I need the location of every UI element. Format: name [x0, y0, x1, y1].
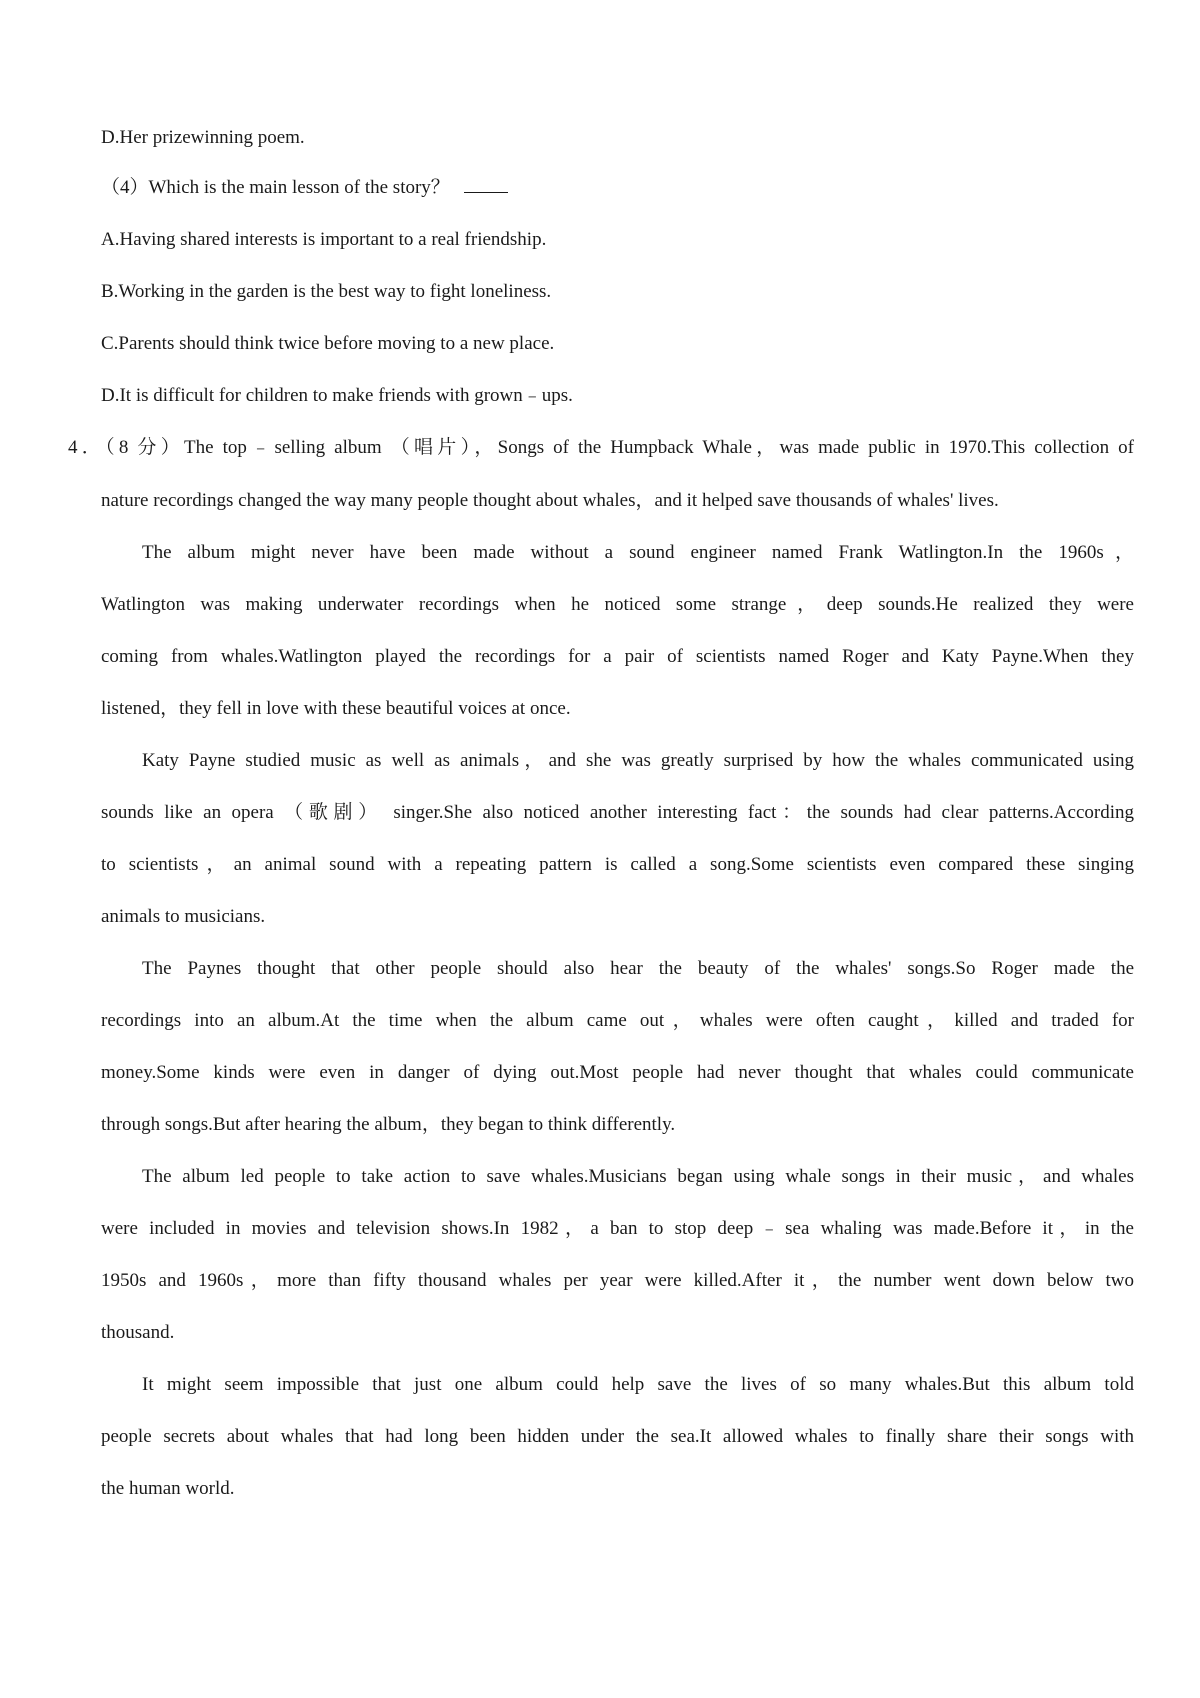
q4-p5-line-3: the human world.: [101, 1478, 235, 1499]
q4-p4-line-1: The album led people to take action to save whales.Musicians began using whale songs in their music，and whales: [142, 1166, 1134, 1187]
q3-sub4-option-a: A.Having shared interests is important to a real friendship.: [101, 229, 547, 250]
q3-option-d: D.Her prizewinning poem.: [101, 127, 305, 148]
q4-p1-line-2: Watlington was making underwater recordings when he noticed some strange，deep sounds.He realized they were: [101, 594, 1134, 615]
q4-p2-line-2: sounds like an opera （歌剧） singer.She also noticed another interesting fact：the sounds had clear patterns.According: [101, 802, 1134, 823]
q3-sub4-option-c: C.Parents should think twice before moving to a new place.: [101, 333, 555, 354]
q4-header-line-2: nature recordings changed the way many people thought about whales，and it helped save thousands of whales' lives.: [101, 490, 999, 511]
q4-p1-line-4: listened，they fell in love with these beautiful voices at once.: [101, 698, 571, 719]
q4-p2-line-1: Katy Payne studied music as well as animals，and she was greatly surprised by how the whales communicated using: [142, 750, 1134, 771]
q4-p1-line-3: coming from whales.Watlington played the recordings for a pair of scientists named Roger and Katy Payne.When they: [101, 646, 1134, 667]
q4-p4-line-4: thousand.: [101, 1322, 175, 1343]
q4-p2-line-4: animals to musicians.: [101, 906, 266, 927]
q4-p4-line-2: were included in movies and television shows.In 1982，a ban to stop deep﹣sea whaling was made.Before it，in the: [101, 1218, 1134, 1239]
q4-p3-line-2: recordings into an album.At the time when the album came out，whales were often caught，killed and traded for: [101, 1010, 1134, 1031]
q3-sub4-option-d: D.It is difficult for children to make friends with grown﹣ups.: [101, 385, 573, 406]
q4-p3-line-4: through songs.But after hearing the album，they began to think differently.: [101, 1114, 676, 1135]
q4-p1-line-1: The album might never have been made without a sound engineer named Frank Watlington.In the 1960s，: [142, 542, 1134, 563]
q4-header-line-1: 4．（8 分）The top﹣selling album （唱片），Songs of the Humpback Whale，was made public in 1970.This collection of: [68, 437, 1134, 458]
q3-sub4-option-b: B.Working in the garden is the best way to fight loneliness.: [101, 281, 552, 302]
q3-sub4-question-text: （4）Which is the main lesson of the story？: [101, 177, 450, 198]
q4-p5-line-1: It might seem impossible that just one album could help save the lives of so many whales.But this album told: [142, 1374, 1134, 1395]
q4-p3-line-1: The Paynes thought that other people should also hear the beauty of the whales' songs.So Roger made the: [142, 958, 1134, 979]
answer-blank[interactable]: [464, 176, 508, 200]
q3-sub4-question: [101, 176, 508, 200]
q4-p3-line-3: money.Some kinds were even in danger of dying out.Most people had never thought that whales could communicate: [101, 1062, 1134, 1083]
q4-p2-line-3: to scientists，an animal sound with a repeating pattern is called a song.Some scientists even compared these singing: [101, 854, 1134, 875]
q4-p5-line-2: people secrets about whales that had long been hidden under the sea.It allowed whales to finally share their songs with: [101, 1426, 1134, 1447]
q4-p4-line-3: 1950s and 1960s，more than fifty thousand whales per year were killed.After it，the number went down below two: [101, 1270, 1134, 1291]
